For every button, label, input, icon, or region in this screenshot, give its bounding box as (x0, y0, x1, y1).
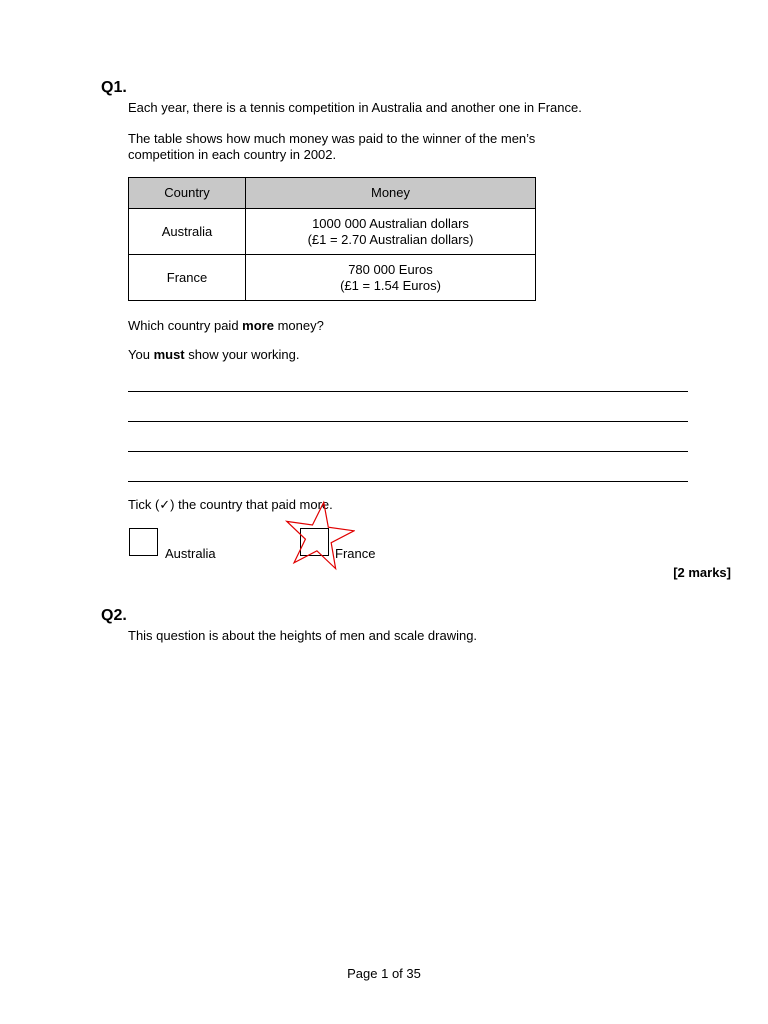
answer-line[interactable] (128, 421, 688, 422)
page-number: Page 1 of 35 (347, 966, 421, 981)
exchange-rate: (£1 = 2.70 Australian dollars) (307, 231, 474, 247)
answer-line[interactable] (128, 481, 688, 482)
working-instruction-prefix: You (128, 347, 154, 362)
table-row (129, 255, 536, 301)
exchange-rate: (£1 = 1.54 Euros) (340, 277, 441, 293)
question-prompt-emphasis: more (242, 318, 274, 333)
france-option-label: France (335, 546, 376, 561)
table-header-row (129, 178, 536, 209)
header-country: Country (129, 178, 246, 209)
working-instruction-suffix: show your working. (184, 347, 300, 362)
question-prompt-suffix: money? (273, 318, 324, 333)
question-2-heading: Q2. (101, 607, 127, 624)
country-cell: Australia (129, 209, 246, 255)
question-prompt (128, 318, 324, 334)
working-instruction (128, 347, 300, 363)
table-description-line-1: The table shows how much money was paid to the winner of the men’s (128, 131, 536, 146)
table-row (129, 209, 536, 255)
marks-label: [2 marks] (673, 565, 731, 580)
question-1-intro: Each year, there is a tennis competition in Australia and another one in France. (128, 100, 582, 115)
star-annotation-icon (283, 500, 355, 572)
money-cell (246, 255, 536, 301)
working-instruction-emphasis: must (153, 347, 185, 362)
australia-option-label: Australia (165, 546, 216, 561)
question-1-heading: Q1. (101, 79, 127, 96)
table-description (128, 131, 535, 163)
prize-money-table (128, 177, 536, 301)
money-amount: 780 000 Euros (348, 261, 433, 277)
money-cell (246, 209, 536, 255)
australia-checkbox[interactable] (129, 528, 158, 556)
header-money: Money (246, 178, 536, 209)
answer-line[interactable] (128, 391, 688, 392)
money-amount: 1000 000 Australian dollars (312, 215, 469, 231)
question-2-intro: This question is about the heights of men and scale drawing. (128, 628, 478, 643)
tick-instruction: Tick (✓) the country that paid more. (128, 497, 333, 512)
country-cell: France (129, 255, 246, 301)
answer-line[interactable] (128, 451, 688, 452)
table-description-line-2: competition in each country in 2002. (128, 147, 337, 162)
question-prompt-prefix: Which country paid (128, 318, 243, 333)
